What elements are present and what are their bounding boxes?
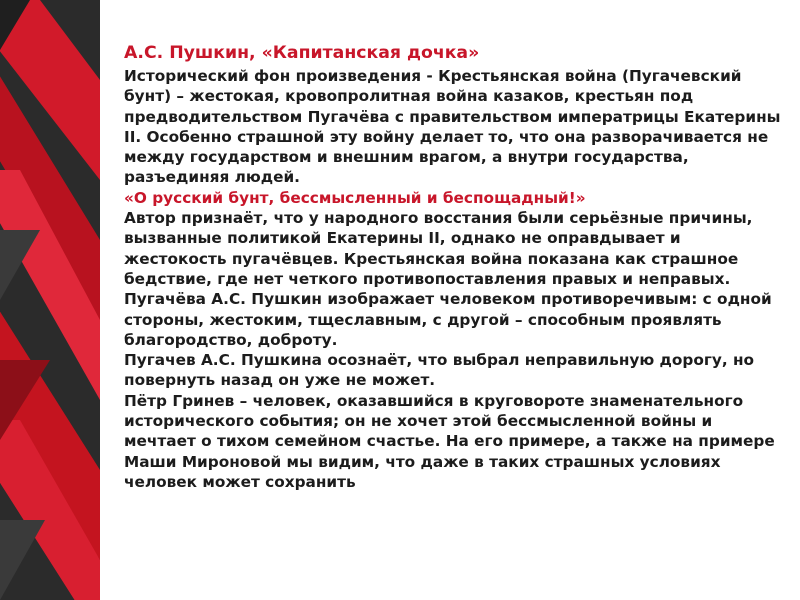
paragraph-pugachev-realization: Пугачев А.С. Пушкина осознаёт, что выбрал неправильную дорогу, но повернуть назад он уже не может. xyxy=(124,351,755,390)
quote-russian-revolt: «О русский бунт, бессмысленный и беспощадный!» xyxy=(124,188,586,207)
slide-text xyxy=(124,42,784,492)
slide-title: А.С. Пушкин, «Капитанская дочка» xyxy=(124,43,480,63)
decorative-stripe-band xyxy=(0,0,100,600)
paragraph-pugachev-portrait: Пугачёва А.С. Пушкин изображает человеком противоречивым: с одной стороны, жестоким, тщеславным, с другой – способным проявлять благородство, доброту. xyxy=(124,290,772,349)
paragraph-author-view: Автор признаёт, что у народного восстания были серьёзные причины, вызванные политикой Екатерины II, однако не оправдывает и жестокость пугачёвцев. Крестьянская война показана как страшное бедствие, где нет четкого противопоставления правых и неправых. xyxy=(124,209,753,288)
paragraph-historical-background: Исторический фон произведения - Крестьянская война (Пугачевский бунт) – жестокая, кровопролитная война казаков, крестьян под предводительством Пугачёва с правительством императрицы Екатерины II. Особенно страшной эту войну делает то, что она разворачивается не между государством и внешним врагом, а внутри государства, разъединяя людей. xyxy=(124,67,781,187)
diagonal-stripes-graphic xyxy=(0,0,100,600)
paragraph-grinev: Пётр Гринев – человек, оказавшийся в круговороте знаменательного исторического события; он не хочет этой бессмысленной войны и мечтает о тихом семейном счастье. На его примере, а также на примере Маши Мироновой мы видим, что даже в таких страшных условиях человек может сохранить xyxy=(124,391,775,491)
